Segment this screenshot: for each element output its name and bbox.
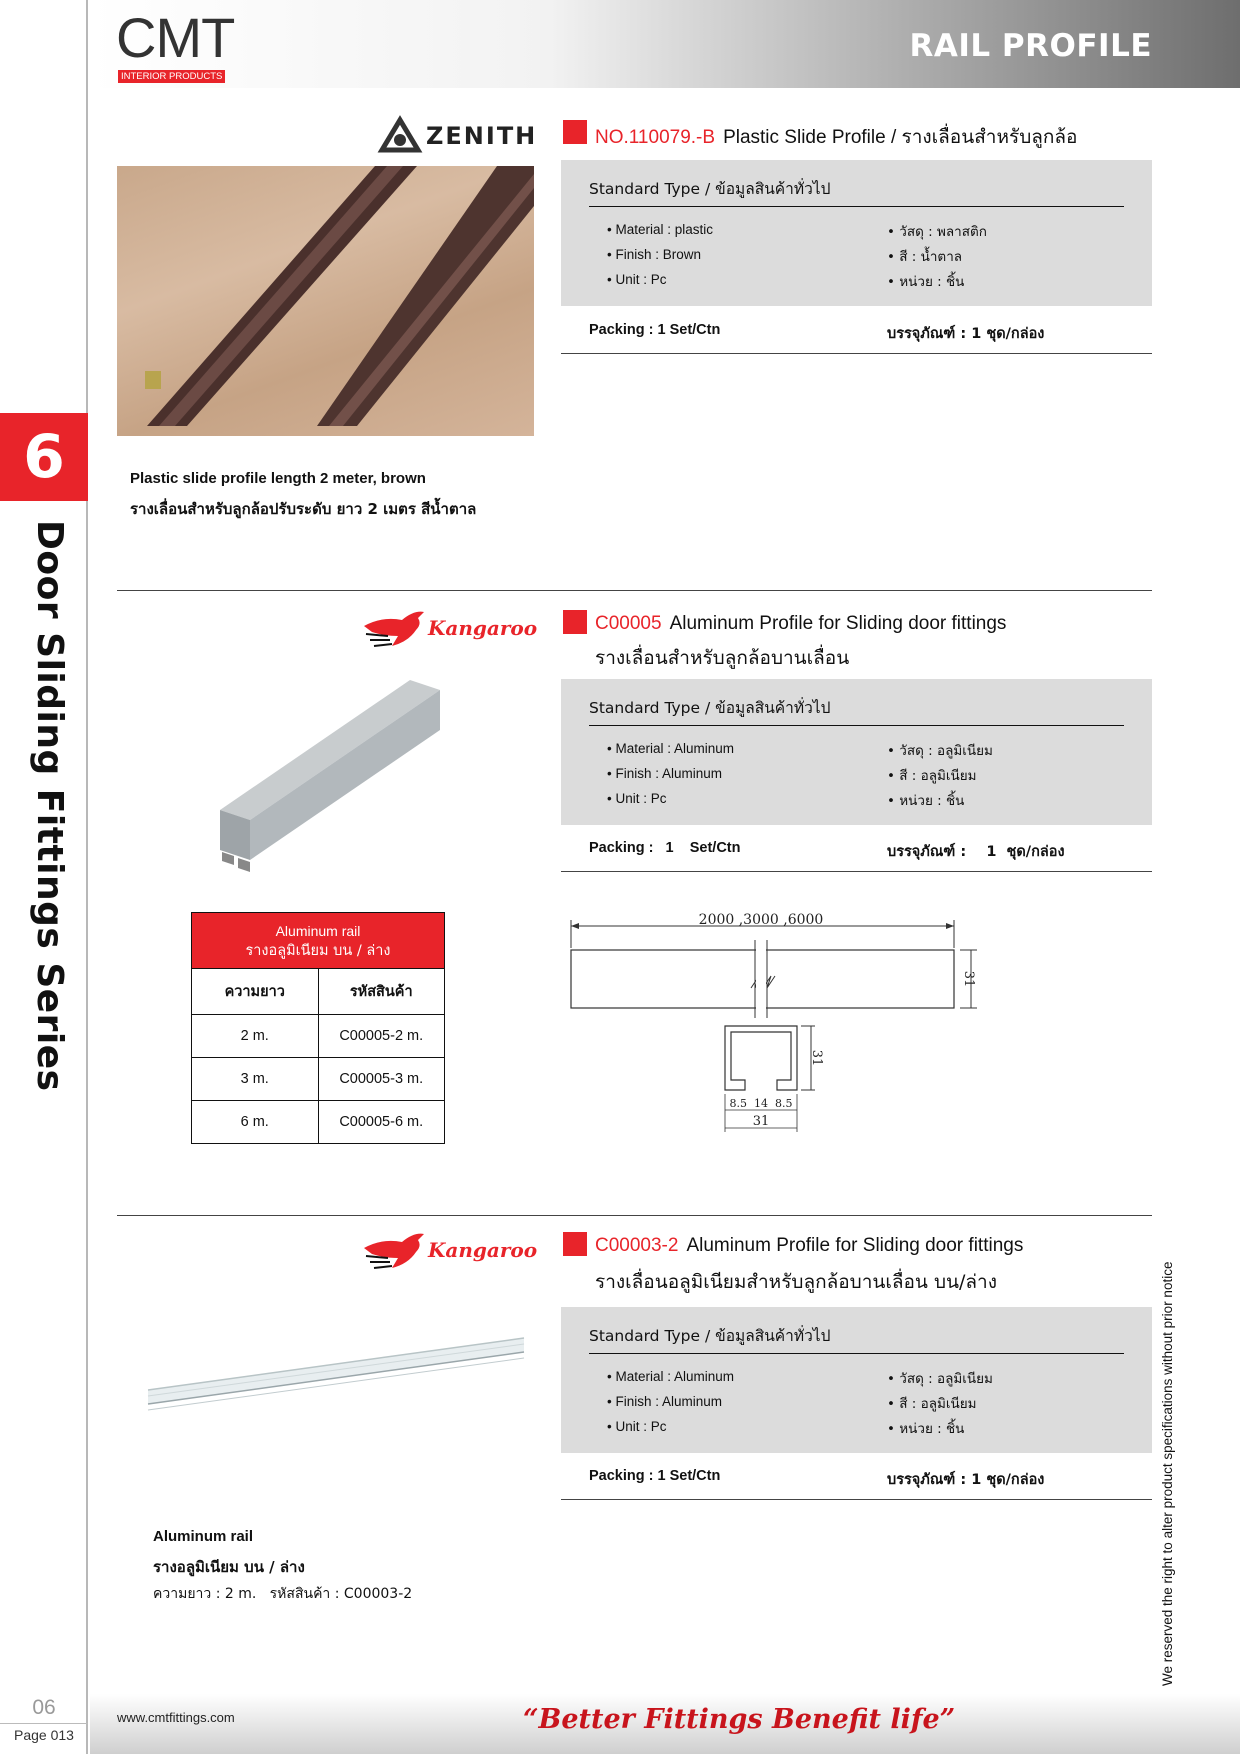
spec-finish: • Finish : Aluminum — [607, 1394, 723, 1409]
spec-box — [561, 160, 1152, 306]
spec-unit: • Unit : Pc — [607, 1419, 667, 1434]
table-row — [192, 1015, 445, 1058]
side-note — [1160, 1246, 1180, 1686]
cell-length: 3 m. — [192, 1058, 319, 1101]
zenith-logo — [376, 114, 540, 158]
aluminum-rail-image — [146, 1330, 526, 1420]
packing-row — [561, 314, 1152, 354]
spec-finish-th: • สี : อลูมิเนียม — [887, 1396, 977, 1412]
cell-length: 2 m. — [192, 1015, 319, 1058]
aluminum-profile-image — [210, 660, 450, 875]
spec-heading: Standard Type / ข้อมูลสินค้าทั่วไป — [589, 695, 1124, 726]
cell-code: C00005-3 m. — [318, 1058, 445, 1101]
spec-material-th: • วัสดุ : อลูมิเนียม — [887, 743, 993, 759]
product-code: C00003-2 — [595, 1235, 679, 1256]
cell-code: C00005-6 m. — [318, 1101, 445, 1144]
product-code: C00005 — [595, 613, 662, 634]
packing-th: บรรจุภัณฑ์ : 1 ชุด/กล่อง — [887, 844, 1065, 860]
product-subtitle: รางเลื่อนอลูมิเนียมสำหรับลูกล้อบานเลื่อน บน/ล่าง — [595, 1271, 997, 1293]
drawing-height-label: 31 — [961, 970, 976, 988]
logo-text: CMT — [116, 6, 235, 69]
spec-unit: • Unit : Pc — [607, 791, 667, 806]
section-height-label: 31 — [809, 1049, 824, 1067]
spec-heading: Standard Type / ข้อมูลสินค้าทั่วไป — [589, 176, 1124, 207]
drawing-length-label: 2000 ,3000 ,6000 — [698, 912, 824, 928]
product-name: Aluminum Profile for Sliding door fittings — [669, 613, 1007, 634]
product-name: Plastic Slide Profile / รางเลื่อนสำหรับลูกล้อ — [723, 127, 1078, 148]
spec-finish-th: • สี : อลูมิเนียม — [887, 768, 977, 784]
product-code: NO.110079.-B — [595, 127, 716, 148]
table-title-th: รางอลูมิเนียม บน / ล่าง — [245, 942, 391, 959]
technical-drawing — [565, 900, 985, 1140]
caption-th: รางอลูมิเนียม บน / ล่าง — [153, 1558, 305, 1576]
packing-row — [561, 1460, 1152, 1500]
sidebar — [0, 0, 88, 1754]
spec-finish: • Finish : Aluminum — [607, 766, 723, 781]
spec-finish-th: • สี : น้ำตาล — [887, 249, 963, 265]
spec-material: • Material : Aluminum — [607, 1369, 735, 1384]
col-code: รหัสสินค้า — [318, 969, 445, 1015]
chapter-title-text: Door Sliding Fittings Series — [29, 520, 70, 1092]
zenith-triangle-icon — [376, 114, 424, 154]
kangaroo-brand-text: Kangaroo — [428, 616, 538, 640]
page-title: RAIL PROFILE — [909, 28, 1152, 64]
packing-en: Packing : 1 Set/Ctn — [589, 840, 741, 856]
product-title — [595, 613, 1006, 635]
section-dims-label: 8.5 14 8.5 — [729, 1097, 793, 1110]
kangaroo-icon — [362, 606, 432, 650]
chapter-title — [20, 520, 70, 1092]
section-divider — [117, 1215, 1152, 1216]
spec-box — [561, 679, 1152, 825]
section-width-label: 31 — [752, 1114, 770, 1129]
packing-th: บรรจุภัณฑ์ : 1 ชุด/กล่อง — [887, 1472, 1045, 1488]
spec-material: • Material : Aluminum — [607, 741, 735, 756]
packing-th: บรรจุภัณฑ์ : 1 ชุด/กล่อง — [887, 326, 1045, 342]
spec-heading: Standard Type / ข้อมูลสินค้าทั่วไป — [589, 1323, 1124, 1354]
cell-code: C00005-2 m. — [318, 1015, 445, 1058]
page-label: Page 013 — [0, 1723, 88, 1743]
cmt-logo — [116, 6, 246, 83]
spec-box — [561, 1307, 1152, 1453]
caption-en: Plastic slide profile length 2 meter, brown — [130, 470, 426, 487]
product-name: Aluminum Profile for Sliding door fittings — [686, 1235, 1024, 1256]
spec-unit-th: • หน่วย : ชิ้น — [887, 1421, 965, 1437]
kangaroo-icon — [362, 1228, 432, 1272]
packing-en: Packing : 1 Set/Ctn — [589, 1468, 721, 1484]
table-title-en: Aluminum rail — [275, 922, 361, 939]
section-marker — [563, 610, 587, 634]
cell-length: 6 m. — [192, 1101, 319, 1144]
col-length: ความยาว — [192, 969, 319, 1015]
spec-material: • Material : plastic — [607, 222, 714, 237]
section-marker — [563, 120, 587, 144]
packing-en: Packing : 1 Set/Ctn — [589, 322, 721, 338]
spec-unit-th: • หน่วย : ชิ้น — [887, 793, 965, 809]
caption-th: รางเลื่อนสำหรับลูกล้อปรับระดับ ยาว 2 เมตร สีน้ำตาล — [130, 500, 477, 518]
spec-unit: • Unit : Pc — [607, 272, 667, 287]
plastic-slide-profile-photo — [117, 166, 534, 436]
kangaroo-logo — [362, 606, 544, 650]
side-note-text: We reserved the right to alter product specifications without prior notice — [1160, 1261, 1175, 1686]
page-number: 06 — [32, 1696, 56, 1719]
rail-size-table — [191, 912, 445, 1144]
caption-en: Aluminum rail — [153, 1528, 254, 1545]
kangaroo-logo — [362, 1228, 544, 1272]
footer-url[interactable]: www.cmtfittings.com — [117, 1710, 235, 1725]
page-footer — [90, 1694, 1240, 1754]
product-title — [595, 122, 1077, 152]
spec-material-th: • วัสดุ : พลาสติก — [887, 224, 987, 240]
spec-material-th: • วัสดุ : อลูมิเนียม — [887, 1371, 993, 1387]
table-title — [192, 913, 445, 969]
section-divider — [117, 590, 1152, 591]
spec-unit-th: • หน่วย : ชิ้น — [887, 274, 965, 290]
table-row — [192, 1058, 445, 1101]
packing-row — [561, 832, 1152, 872]
section-marker — [563, 1232, 587, 1256]
spec-finish: • Finish : Brown — [607, 247, 702, 262]
product-subtitle: รางเลื่อนสำหรับลูกล้อบานเลื่อน — [595, 647, 850, 669]
product-title — [595, 1235, 1023, 1257]
kangaroo-brand-text: Kangaroo — [428, 1238, 538, 1262]
chapter-number: 6 — [0, 413, 88, 501]
zenith-brand-text: ZENITH — [426, 122, 538, 150]
logo-subtext: INTERIOR PRODUCTS — [118, 70, 225, 83]
page-header — [90, 0, 1240, 88]
table-row — [192, 1101, 445, 1144]
caption-detail: ความยาว : 2 m. รหัสสินค้า : C00003-2 — [153, 1586, 413, 1602]
footer-slogan: “Better Fittings Benefit life” — [523, 1704, 956, 1735]
